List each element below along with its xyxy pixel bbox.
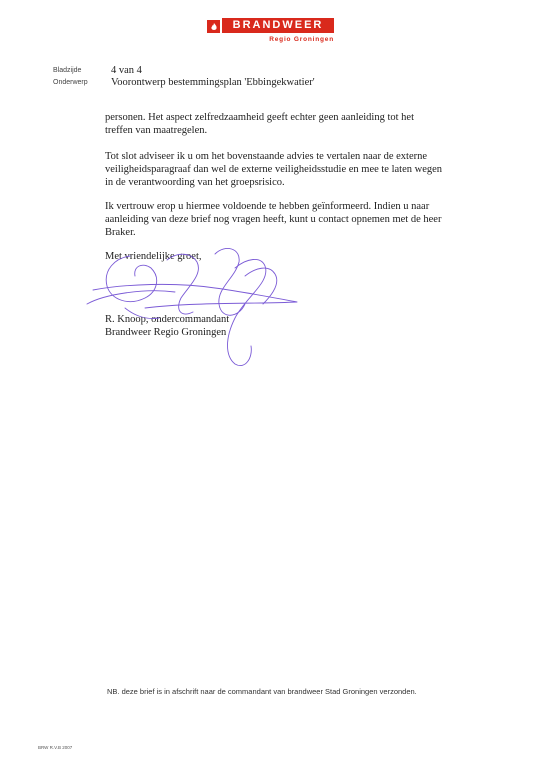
paragraph-2-line-2: veiligheidsparagraaf dan wel de externe veiligheidsstudie en mee te laten wegen: [105, 164, 443, 175]
paragraph-1-line-2: treffen van maatregelen.: [105, 125, 208, 136]
closing-greeting: Met vriendelijke groet,: [105, 251, 202, 262]
paragraph-3-line-3: Braker.: [105, 227, 136, 238]
signer-organization: Brandweer Regio Groningen: [105, 327, 227, 338]
paragraph-1-line-1: personen. Het aspect zelfredzaamheid geeft echter geen aanleiding tot het: [105, 112, 415, 123]
form-code: BRW R.V.B 2007: [38, 745, 73, 750]
flame-icon: [207, 20, 220, 33]
brandweer-logo: [207, 20, 335, 45]
paragraph-3-line-2: aanleiding van deze brief nog vragen heeft, kunt u contact opnemen met de heer: [105, 214, 442, 225]
nb-note: NB. deze brief is in afschrift naar de commandant van brandweer Stad Groningen verzonden.: [107, 687, 417, 696]
logo-name: BRANDWEER: [222, 18, 334, 33]
logo-subtitle: Regio Groningen: [269, 36, 334, 43]
paragraph-2-line-1: Tot slot adviseer ik u om het bovenstaande advies te vertalen naar de externe: [105, 151, 428, 162]
page-label: Bladzijde: [53, 67, 82, 74]
subject-value: Voorontwerp bestemmingsplan 'Ebbingekwatier': [111, 77, 315, 88]
handwritten-signature: [85, 238, 305, 378]
paragraph-2-line-3: in de verantwoording van het groepsrisico.: [105, 177, 285, 188]
paragraph-3-line-1: Ik vertrouw erop u hiermee voldoende te hebben geïnformeerd. Indien u naar: [105, 201, 430, 212]
page-number: 4 van 4: [111, 65, 142, 76]
subject-label: Onderwerp: [53, 79, 88, 86]
signer-name: R. Knoop, ondercommandant: [105, 314, 230, 325]
